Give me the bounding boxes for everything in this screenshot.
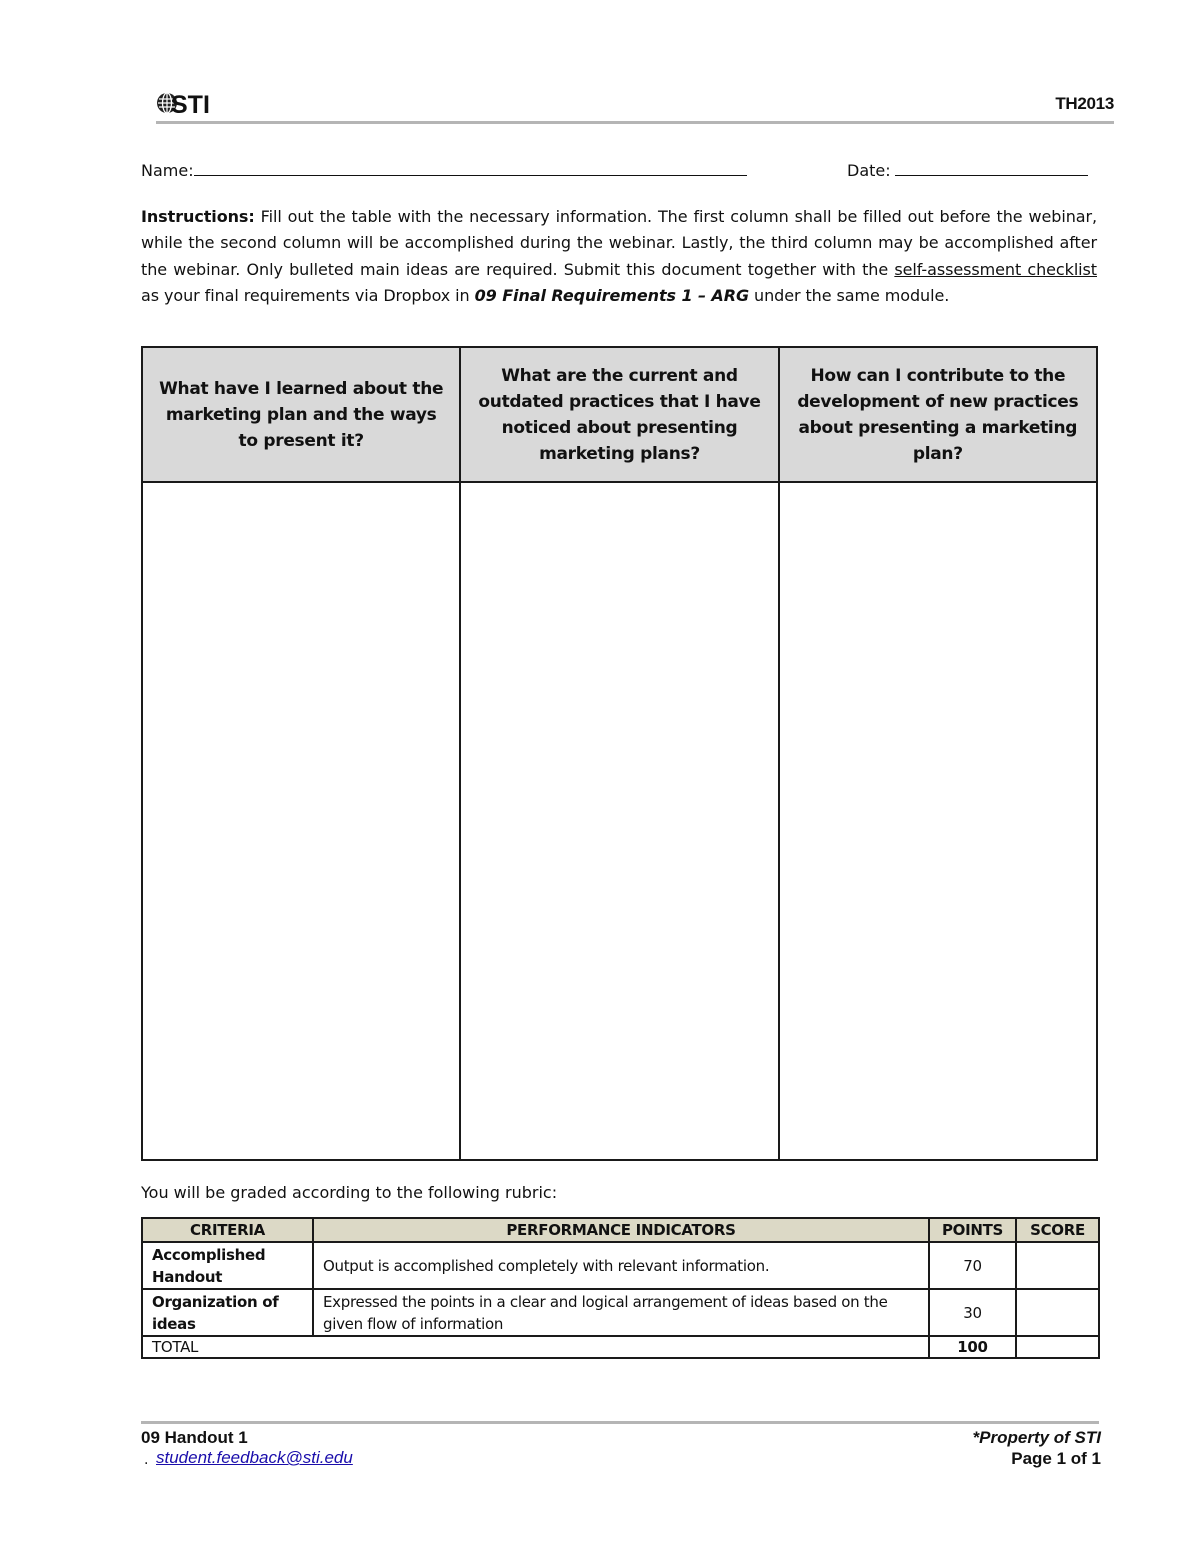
footer-dot: . bbox=[144, 1452, 149, 1468]
self-assessment-link[interactable]: self-assessment checklist bbox=[894, 259, 1097, 279]
dropbox-folder-name: 09 Final Requirements 1 – ARG bbox=[474, 286, 749, 306]
rubric-total-row bbox=[142, 1336, 1099, 1358]
instructions-text-1: Fill out the table with the necessary information. The first column shall be filled out before the webinar, while the second column will be accomplished during the webinar. Lastly, the third column may be accomplished after the webinar. Only bulleted main ideas are required. Submit this document together with the bbox=[141, 207, 1097, 279]
page-number: Page 1 of 1 bbox=[1011, 1449, 1101, 1468]
rubric-points: 30 bbox=[929, 1289, 1016, 1336]
name-label: Name: bbox=[141, 161, 194, 180]
rubric-header-indicators: PERFORMANCE INDICATORS bbox=[313, 1218, 929, 1242]
instructions-text-2: as your final requirements via Dropbox in bbox=[141, 286, 475, 306]
document-code: TH2013 bbox=[1055, 94, 1114, 113]
footer-divider bbox=[141, 1421, 1099, 1424]
rubric-intro: You will be graded according to the following rubric: bbox=[141, 1183, 558, 1202]
instructions-text-3: under the same module. bbox=[749, 286, 950, 306]
globe-icon bbox=[156, 88, 220, 118]
date-label: Date: bbox=[847, 161, 891, 180]
rubric-header-row bbox=[142, 1218, 1099, 1242]
rubric-row bbox=[142, 1242, 1099, 1289]
rubric-total-label: TOTAL bbox=[142, 1336, 929, 1358]
rubric-indicator: Output is accomplished completely with relevant information. bbox=[313, 1242, 929, 1289]
name-field bbox=[141, 158, 747, 180]
rubric-indicator: Expressed the points in a clear and logical arrangement of ideas based on the given flow of information bbox=[313, 1289, 929, 1336]
table-header-row bbox=[142, 347, 1097, 482]
rubric-total-score-cell[interactable] bbox=[1016, 1336, 1099, 1358]
instructions-label: Instructions: bbox=[141, 207, 255, 226]
date-field bbox=[847, 158, 1088, 180]
answer-cell-contribute[interactable] bbox=[779, 482, 1097, 1160]
rubric-score-cell[interactable] bbox=[1016, 1289, 1099, 1336]
rubric-table bbox=[141, 1217, 1100, 1359]
answer-cell-learned[interactable] bbox=[142, 482, 460, 1160]
rubric-row bbox=[142, 1289, 1099, 1336]
rubric-header-criteria: CRITERIA bbox=[142, 1218, 313, 1242]
column-header-contribute: How can I contribute to the development of new practices about presenting a marketing plan? bbox=[779, 347, 1097, 482]
column-header-practices: What are the current and outdated practices that I have noticed about presenting marketing plans? bbox=[460, 347, 778, 482]
footer-handout-label: 09 Handout 1 bbox=[141, 1428, 248, 1447]
rubric-header-points: POINTS bbox=[929, 1218, 1016, 1242]
rubric-total-points: 100 bbox=[929, 1336, 1016, 1358]
date-input-line[interactable] bbox=[895, 158, 1088, 176]
footer-property-note: *Property of STI bbox=[972, 1428, 1101, 1447]
header-divider bbox=[156, 121, 1114, 124]
table-answer-row bbox=[142, 482, 1097, 1160]
rubric-criteria: Organization of ideas bbox=[142, 1289, 313, 1336]
column-header-learned: What have I learned about the marketing plan and the ways to present it? bbox=[142, 347, 460, 482]
rubric-points: 70 bbox=[929, 1242, 1016, 1289]
rubric-score-cell[interactable] bbox=[1016, 1242, 1099, 1289]
webinar-notes-table bbox=[141, 346, 1098, 1161]
instructions-paragraph bbox=[141, 204, 1097, 310]
name-input-line[interactable] bbox=[194, 158, 747, 176]
svg-text:STI: STI bbox=[171, 91, 210, 118]
feedback-email-link[interactable]: student.feedback@sti.edu bbox=[156, 1448, 353, 1467]
answer-cell-practices[interactable] bbox=[460, 482, 778, 1160]
rubric-criteria: Accomplished Handout bbox=[142, 1242, 313, 1289]
rubric-header-score: SCORE bbox=[1016, 1218, 1099, 1242]
sti-logo bbox=[156, 88, 220, 118]
